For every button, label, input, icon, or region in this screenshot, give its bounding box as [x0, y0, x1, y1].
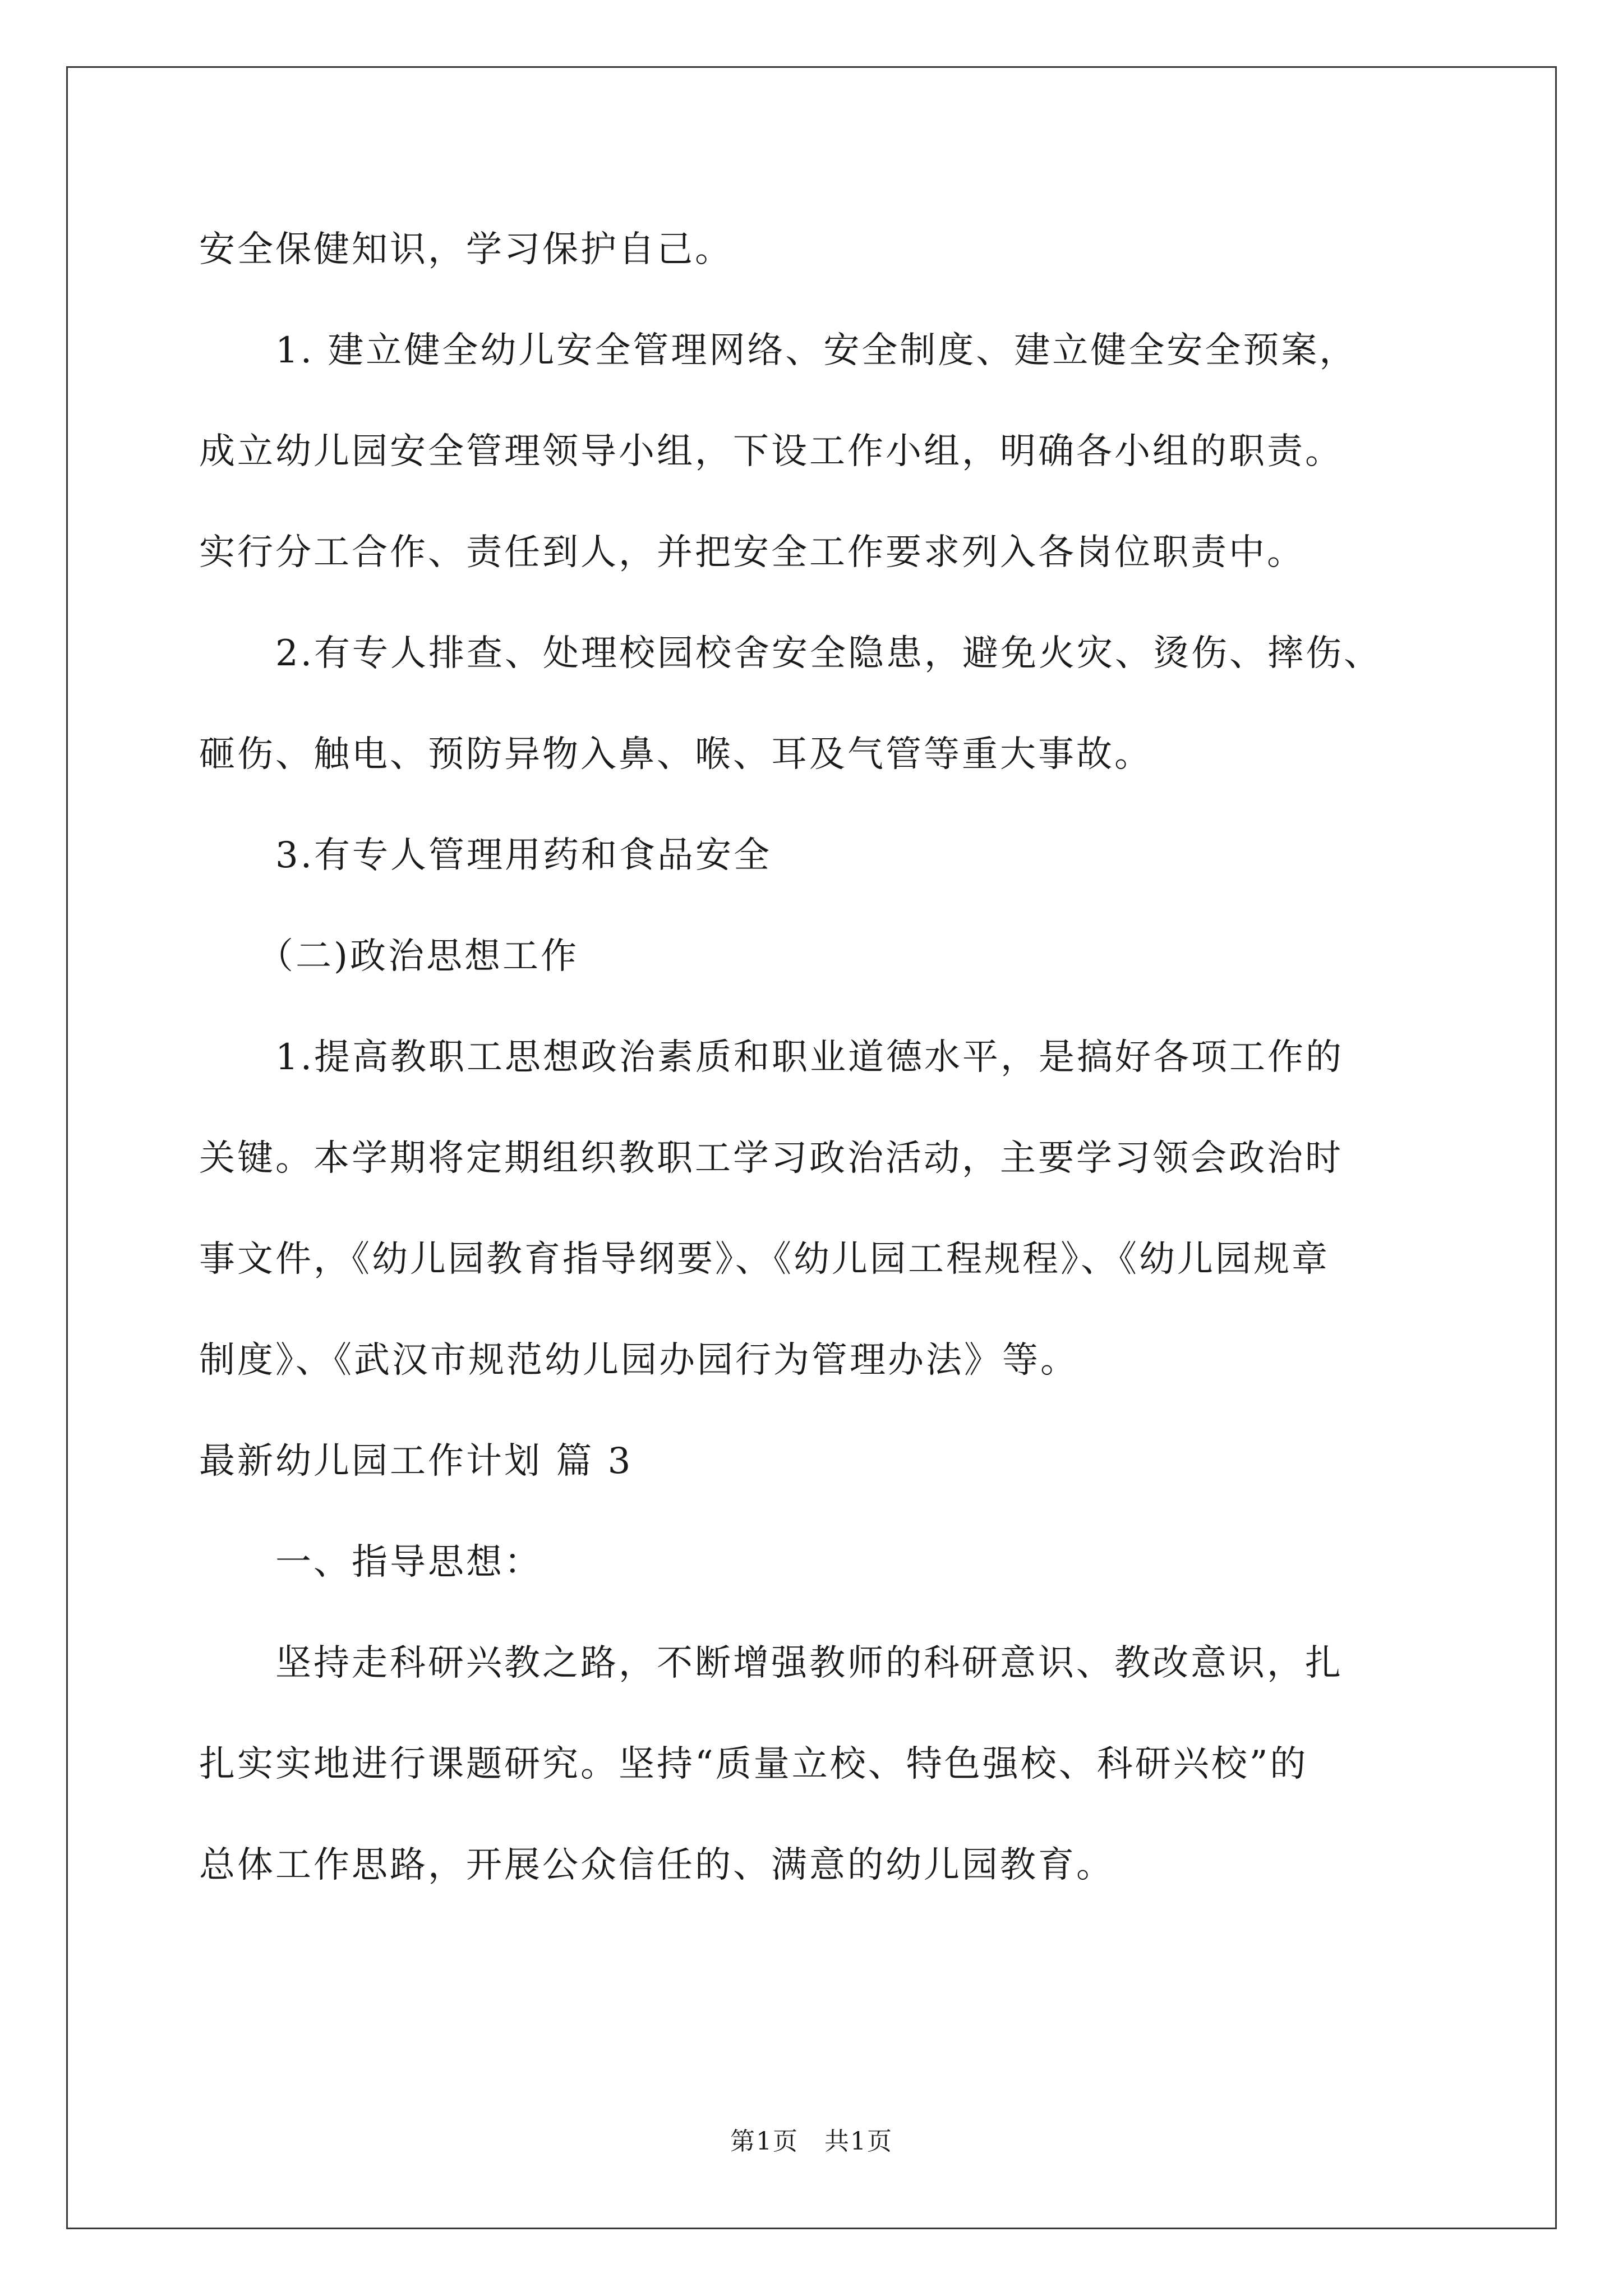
text-line: 总体工作思路，开展公众信任的、满意的幼儿园教育。: [199, 1844, 1114, 1886]
text-line: 1. 建立健全幼儿安全管理网络、安全制度、建立健全安全预案，: [199, 330, 1358, 371]
section-heading: （二)政治思想工作: [199, 936, 579, 977]
page-number-footer: 第1页 共1页: [730, 2127, 893, 2156]
text-line: 坚持走科研兴教之路，不断增强教师的科研意识、教改意识，扎: [199, 1642, 1343, 1684]
text-line: 砸伤、触电、预防异物入鼻、喉、耳及气管等重大事故。: [199, 734, 1152, 775]
text-line: 成立幼儿园安全管理领导小组，下设工作小组，明确各小组的职责。: [199, 431, 1343, 472]
text-line: 安全保健知识，学习保护自己。: [199, 229, 733, 270]
text-line: 1.提高教职工思想政治素质和职业道德水平，是搞好各项工作的: [199, 1037, 1344, 1078]
text-line: 事文件，《幼儿园教育指导纲要》、《幼儿园工程规程》、《幼儿园规章: [199, 1239, 1330, 1280]
text-line: 制度》、《武汉市规范幼儿园办园行为管理办法》等。: [199, 1340, 1078, 1381]
text-line: 3.有专人管理用药和食品安全: [199, 835, 772, 876]
text-line: 实行分工合作、责任到人，并把安全工作要求列入各岗位职责中。: [199, 532, 1305, 573]
article-title: 最新幼儿园工作计划 篇 3: [199, 1441, 633, 1482]
section-heading: 一、指导思想：: [199, 1542, 542, 1583]
text-line: 扎实实地进行课题研究。坚持“质量立校、特色强校、科研兴校”的: [199, 1743, 1308, 1785]
text-line: 2.有专人排查、处理校园校舍安全隐患，避免火灾、烫伤、摔伤、: [199, 633, 1382, 674]
text-line: 关键。本学期将定期组织教职工学习政治活动，主要学习领会政治时: [199, 1138, 1343, 1179]
